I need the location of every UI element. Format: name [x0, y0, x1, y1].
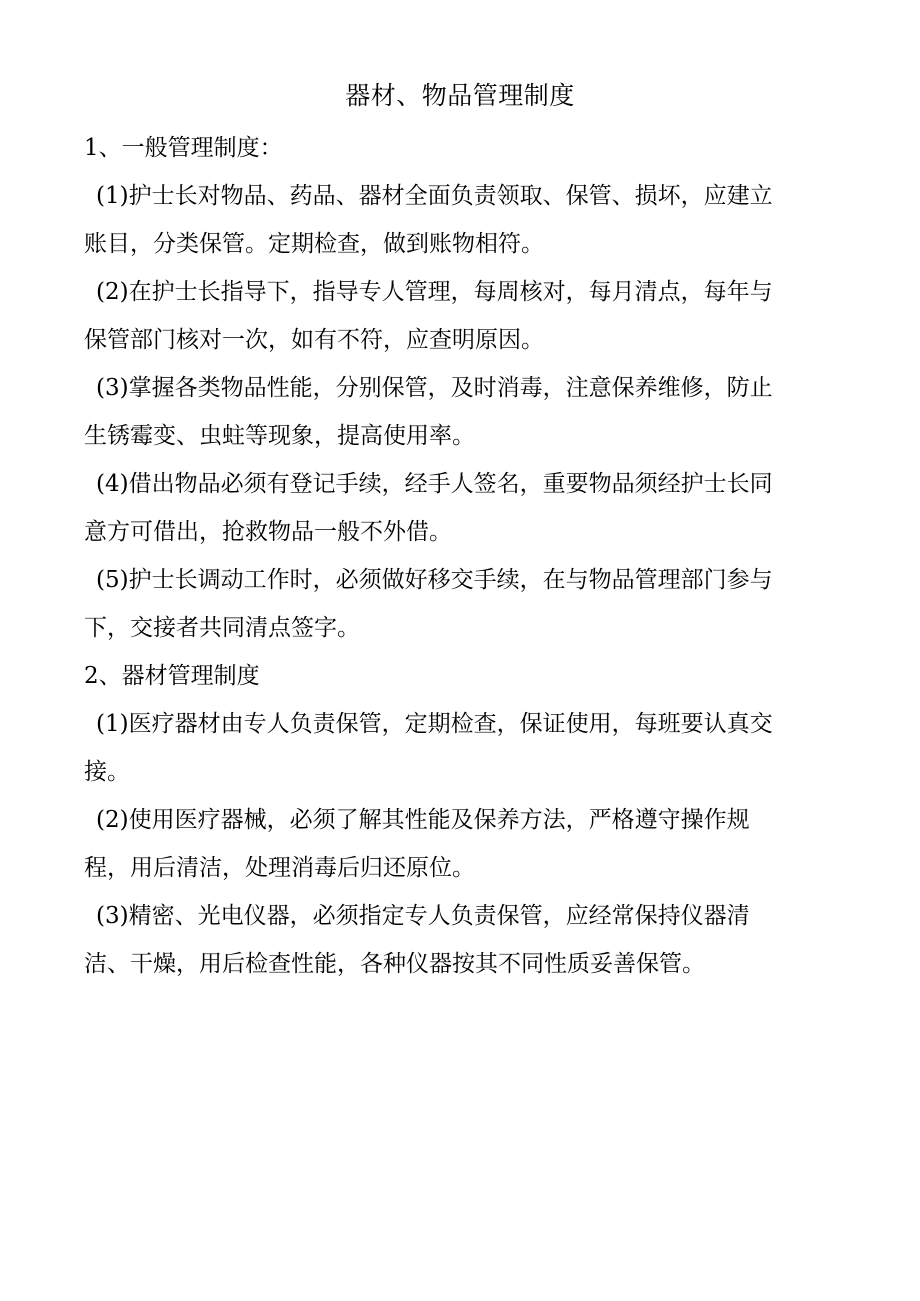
item-line: 洁、干燥，用后检查性能，各种仪器按其不同性质妥善保管。	[84, 951, 705, 977]
item-line: 接。	[84, 759, 130, 785]
item-line: (1)护士长对物品、药品、器材全面负责领取、保管、损坏，应建立	[96, 183, 773, 209]
section-heading: 2、器材管理制度	[84, 663, 260, 689]
document-title: 器材、物品管理制度	[345, 81, 575, 110]
list-item	[84, 796, 834, 892]
item-line: 保管部门核对一次，如有不符，应查明原因。	[84, 327, 544, 353]
item-line: (3)掌握各类物品性能，分别保管，及时消毒，注意保养维修，防止	[96, 375, 773, 401]
list-item	[84, 700, 834, 796]
section-heading: 1、一般管理制度：	[84, 135, 283, 161]
list-item	[84, 364, 834, 460]
list-item	[84, 268, 834, 364]
item-line: 生锈霉变、虫蛀等现象，提高使用率。	[84, 423, 475, 449]
list-item	[84, 556, 834, 652]
item-line: (1)医疗器材由专人负责保管，定期检查，保证使用，每班要认真交	[96, 711, 773, 737]
item-line: (2)在护士长指导下，指导专人管理，每周核对，每月清点，每年与	[96, 279, 773, 305]
list-item	[84, 892, 834, 988]
item-line: 下，交接者共同清点签字。	[84, 615, 360, 641]
list-item	[84, 460, 834, 556]
list-item	[84, 172, 834, 268]
item-line: 意方可借出，抢救物品一般不外借。	[84, 519, 452, 545]
document-body	[84, 124, 834, 988]
item-line: (2)使用医疗器械，必须了解其性能及保养方法，严格遵守操作规	[96, 807, 750, 833]
item-line: (3)精密、光电仪器，必须指定专人负责保管，应经常保持仪器清	[96, 903, 750, 929]
item-line: (5)护士长调动工作时，必须做好移交手续，在与物品管理部门参与	[96, 567, 773, 593]
item-line: (4)借出物品必须有登记手续，经手人签名，重要物品须经护士长同	[96, 471, 773, 497]
item-line: 程，用后清洁，处理消毒后归还原位。	[84, 855, 475, 881]
item-line: 账目，分类保管。定期检查，做到账物相符。	[84, 231, 544, 257]
